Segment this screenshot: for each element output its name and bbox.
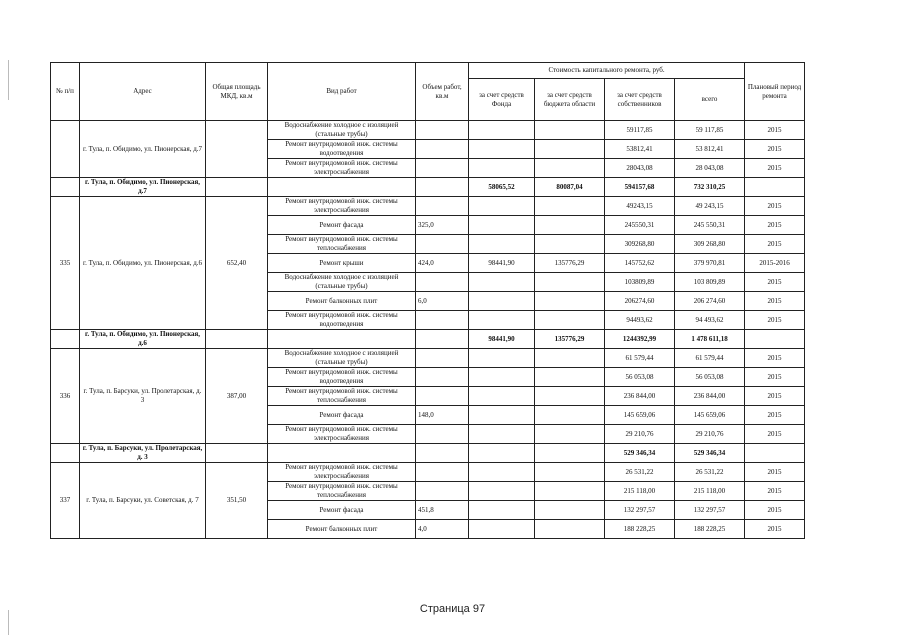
work-type-cell: Ремонт внутридомовой инж. системы электроснабжения xyxy=(268,463,416,482)
fund-cell xyxy=(469,520,535,539)
work-type-cell: Ремонт внутридомовой инж. системы водоотведения xyxy=(268,368,416,387)
region-cell xyxy=(535,463,605,482)
total-cell: 53 812,41 xyxy=(675,140,745,159)
fund-cell xyxy=(469,425,535,444)
total-cell: 49 243,15 xyxy=(675,197,745,216)
work-type-cell: Ремонт балконных плит xyxy=(268,520,416,539)
empty-cell xyxy=(416,330,469,349)
volume-cell xyxy=(416,121,469,140)
subtotal-label: г. Тула, п. Обидимо, ул. Пионерская, д.6 xyxy=(80,330,206,349)
page-number: Страница 97 xyxy=(419,603,486,615)
volume-cell xyxy=(416,463,469,482)
owners-cell: 145 659,06 xyxy=(605,406,675,425)
fund-cell xyxy=(469,368,535,387)
header-area: Общая площадь МКД, кв.м xyxy=(206,63,268,121)
address-cell: г. Тула, п. Обидимо, ул. Пионерская, д.7 xyxy=(80,121,206,178)
work-type-cell: Ремонт фасада xyxy=(268,216,416,235)
volume-cell xyxy=(416,482,469,501)
volume-cell: 148,0 xyxy=(416,406,469,425)
table-body xyxy=(51,121,805,539)
work-type-cell: Ремонт внутридомовой инж. системы теплоснабжения xyxy=(268,235,416,254)
owners-cell: 132 297,57 xyxy=(605,501,675,520)
volume-cell: 4,0 xyxy=(416,520,469,539)
table-row xyxy=(51,197,805,216)
area-cell: 387,00 xyxy=(206,349,268,444)
address-cell: г. Тула, п. Барсуки, ул. Пролетарская, д. 3 xyxy=(80,349,206,444)
owners-cell: 59117,85 xyxy=(605,121,675,140)
empty-cell xyxy=(745,330,805,349)
total-cell: 132 297,57 xyxy=(675,501,745,520)
empty-cell xyxy=(206,444,268,463)
volume-cell xyxy=(416,197,469,216)
empty-cell xyxy=(51,330,80,349)
owners-cell: 61 579,44 xyxy=(605,349,675,368)
fund-cell xyxy=(469,159,535,178)
row-number: 335 xyxy=(51,197,80,330)
address-cell: г. Тула, п. Барсуки, ул. Советская, д. 7 xyxy=(80,463,206,539)
volume-cell xyxy=(416,349,469,368)
period-cell: 2015-2016 xyxy=(745,254,805,273)
region-cell xyxy=(535,406,605,425)
period-cell: 2015 xyxy=(745,121,805,140)
volume-cell: 451,8 xyxy=(416,501,469,520)
subtotal-region: 135776,29 xyxy=(535,330,605,349)
period-cell: 2015 xyxy=(745,273,805,292)
header-period: Плановый период ремонта xyxy=(745,63,805,121)
owners-cell: 145752,62 xyxy=(605,254,675,273)
total-cell: 59 117,85 xyxy=(675,121,745,140)
volume-cell: 325,0 xyxy=(416,216,469,235)
volume-cell xyxy=(416,273,469,292)
owners-cell: 56 053,08 xyxy=(605,368,675,387)
period-cell: 2015 xyxy=(745,235,805,254)
volume-cell xyxy=(416,387,469,406)
fund-cell xyxy=(469,501,535,520)
empty-cell xyxy=(268,330,416,349)
period-cell: 2015 xyxy=(745,140,805,159)
subtotal-row xyxy=(51,444,805,463)
subtotal-row xyxy=(51,330,805,349)
subtotal-total: 732 310,25 xyxy=(675,178,745,197)
volume-cell xyxy=(416,159,469,178)
period-cell: 2015 xyxy=(745,311,805,330)
volume-cell: 424,0 xyxy=(416,254,469,273)
owners-cell: 215 118,00 xyxy=(605,482,675,501)
row-number xyxy=(51,121,80,178)
period-cell: 2015 xyxy=(745,501,805,520)
volume-cell xyxy=(416,425,469,444)
row-number: 337 xyxy=(51,463,80,539)
empty-cell xyxy=(268,444,416,463)
empty-cell xyxy=(268,178,416,197)
header-work-type: Вид работ xyxy=(268,63,416,121)
period-cell: 2015 xyxy=(745,159,805,178)
fund-cell xyxy=(469,140,535,159)
owners-cell: 206274,60 xyxy=(605,292,675,311)
period-cell: 2015 xyxy=(745,425,805,444)
region-cell xyxy=(535,368,605,387)
volume-cell xyxy=(416,311,469,330)
work-type-cell: Водоснабжение холодное с изоляцией (стальные трубы) xyxy=(268,349,416,368)
header-region: за счет средств бюджета области xyxy=(535,79,605,121)
owners-cell: 53812,41 xyxy=(605,140,675,159)
work-type-cell: Ремонт внутридомовой инж. системы теплоснабжения xyxy=(268,482,416,501)
work-type-cell: Водоснабжение холодное с изоляцией (стальные трубы) xyxy=(268,273,416,292)
total-cell: 309 268,80 xyxy=(675,235,745,254)
fund-cell xyxy=(469,463,535,482)
subtotal-owners: 594157,68 xyxy=(605,178,675,197)
subtotal-label: г. Тула, п. Барсуки, ул. Пролетарская, д. 3 xyxy=(80,444,206,463)
total-cell: 145 659,06 xyxy=(675,406,745,425)
fund-cell xyxy=(469,235,535,254)
table-row xyxy=(51,349,805,368)
region-cell xyxy=(535,216,605,235)
subtotal-fund: 98441,90 xyxy=(469,330,535,349)
empty-cell xyxy=(206,178,268,197)
fund-cell xyxy=(469,349,535,368)
owners-cell: 29 210,76 xyxy=(605,425,675,444)
table-row xyxy=(51,121,805,140)
owners-cell: 188 228,25 xyxy=(605,520,675,539)
total-cell: 245 550,31 xyxy=(675,216,745,235)
volume-cell: 6,0 xyxy=(416,292,469,311)
owners-cell: 94493,62 xyxy=(605,311,675,330)
owners-cell: 103809,89 xyxy=(605,273,675,292)
period-cell: 2015 xyxy=(745,292,805,311)
region-cell xyxy=(535,140,605,159)
subtotal-region: 80087,04 xyxy=(535,178,605,197)
total-cell: 379 970,81 xyxy=(675,254,745,273)
subtotal-fund: 58065,52 xyxy=(469,178,535,197)
subtotal-total: 529 346,34 xyxy=(675,444,745,463)
period-cell: 2015 xyxy=(745,197,805,216)
period-cell: 2015 xyxy=(745,520,805,539)
region-cell xyxy=(535,292,605,311)
region-cell xyxy=(535,501,605,520)
empty-cell xyxy=(745,444,805,463)
total-cell: 215 118,00 xyxy=(675,482,745,501)
total-cell: 94 493,62 xyxy=(675,311,745,330)
header-cost-group: Стоимость капитального ремонта, руб. xyxy=(469,63,745,79)
fund-cell xyxy=(469,406,535,425)
region-cell: 135776,29 xyxy=(535,254,605,273)
volume-cell xyxy=(416,140,469,159)
work-type-cell: Ремонт внутридомовой инж. системы теплоснабжения xyxy=(268,387,416,406)
period-cell: 2015 xyxy=(745,216,805,235)
table-header xyxy=(51,63,805,121)
fund-cell xyxy=(469,387,535,406)
empty-cell xyxy=(51,444,80,463)
header-volume: Объем работ, кв.м xyxy=(416,63,469,121)
area-cell xyxy=(206,121,268,178)
fund-cell xyxy=(469,197,535,216)
period-cell: 2015 xyxy=(745,482,805,501)
region-cell xyxy=(535,197,605,216)
header-fund: за счет средств Фонда xyxy=(469,79,535,121)
region-cell xyxy=(535,311,605,330)
total-cell: 28 043,08 xyxy=(675,159,745,178)
work-type-cell: Ремонт внутридомовой инж. системы электроснабжения xyxy=(268,425,416,444)
total-cell: 236 844,00 xyxy=(675,387,745,406)
region-cell xyxy=(535,121,605,140)
empty-cell xyxy=(416,178,469,197)
fund-cell xyxy=(469,216,535,235)
work-type-cell: Ремонт крыши xyxy=(268,254,416,273)
total-cell: 26 531,22 xyxy=(675,463,745,482)
owners-cell: 245550,31 xyxy=(605,216,675,235)
work-type-cell: Ремонт фасада xyxy=(268,501,416,520)
empty-cell xyxy=(745,178,805,197)
work-type-cell: Ремонт внутридомовой инж. системы электроснабжения xyxy=(268,197,416,216)
fund-cell xyxy=(469,121,535,140)
subtotal-total: 1 478 611,18 xyxy=(675,330,745,349)
empty-cell xyxy=(51,178,80,197)
fund-cell xyxy=(469,311,535,330)
total-cell: 206 274,60 xyxy=(675,292,745,311)
work-type-cell: Ремонт внутридомовой инж. системы водоотведения xyxy=(268,311,416,330)
table-row xyxy=(51,463,805,482)
region-cell xyxy=(535,482,605,501)
owners-cell: 49243,15 xyxy=(605,197,675,216)
work-type-cell: Ремонт балконных плит xyxy=(268,292,416,311)
owners-cell: 236 844,00 xyxy=(605,387,675,406)
work-type-cell: Ремонт фасада xyxy=(268,406,416,425)
volume-cell xyxy=(416,368,469,387)
region-cell xyxy=(535,387,605,406)
work-type-cell: Ремонт внутридомовой инж. системы электроснабжения xyxy=(268,159,416,178)
subtotal-fund xyxy=(469,444,535,463)
subtotal-owners: 529 346,34 xyxy=(605,444,675,463)
region-cell xyxy=(535,349,605,368)
repair-table xyxy=(50,62,805,539)
total-cell: 103 809,89 xyxy=(675,273,745,292)
total-cell: 56 053,08 xyxy=(675,368,745,387)
region-cell xyxy=(535,235,605,254)
header-owners: за счет средств собственников xyxy=(605,79,675,121)
total-cell: 61 579,44 xyxy=(675,349,745,368)
header-total: всего xyxy=(675,79,745,121)
subtotal-row xyxy=(51,178,805,197)
total-cell: 29 210,76 xyxy=(675,425,745,444)
subtotal-owners: 1244392,99 xyxy=(605,330,675,349)
fund-cell xyxy=(469,273,535,292)
period-cell: 2015 xyxy=(745,406,805,425)
row-number: 336 xyxy=(51,349,80,444)
owners-cell: 309268,80 xyxy=(605,235,675,254)
region-cell xyxy=(535,273,605,292)
area-cell: 652,40 xyxy=(206,197,268,330)
region-cell xyxy=(535,159,605,178)
owners-cell: 26 531,22 xyxy=(605,463,675,482)
margin-mark xyxy=(8,60,9,100)
period-cell: 2015 xyxy=(745,349,805,368)
fund-cell xyxy=(469,482,535,501)
total-cell: 188 228,25 xyxy=(675,520,745,539)
work-type-cell: Ремонт внутридомовой инж. системы водоотведения xyxy=(268,140,416,159)
subtotal-label: г. Тула, п. Обидимо, ул. Пионерская, д.7 xyxy=(80,178,206,197)
work-type-cell: Водоснабжение холодное с изоляцией (стальные трубы) xyxy=(268,121,416,140)
region-cell xyxy=(535,520,605,539)
period-cell: 2015 xyxy=(745,387,805,406)
header-num: № п/п xyxy=(51,63,80,121)
fund-cell xyxy=(469,292,535,311)
period-cell: 2015 xyxy=(745,368,805,387)
subtotal-region xyxy=(535,444,605,463)
empty-cell xyxy=(416,444,469,463)
empty-cell xyxy=(206,330,268,349)
address-cell: г. Тула, п. Обидимо, ул. Пионерская, д.6 xyxy=(80,197,206,330)
region-cell xyxy=(535,425,605,444)
owners-cell: 28043,08 xyxy=(605,159,675,178)
area-cell: 351,50 xyxy=(206,463,268,539)
header-address: Адрес xyxy=(80,63,206,121)
fund-cell: 98441,90 xyxy=(469,254,535,273)
period-cell: 2015 xyxy=(745,463,805,482)
volume-cell xyxy=(416,235,469,254)
